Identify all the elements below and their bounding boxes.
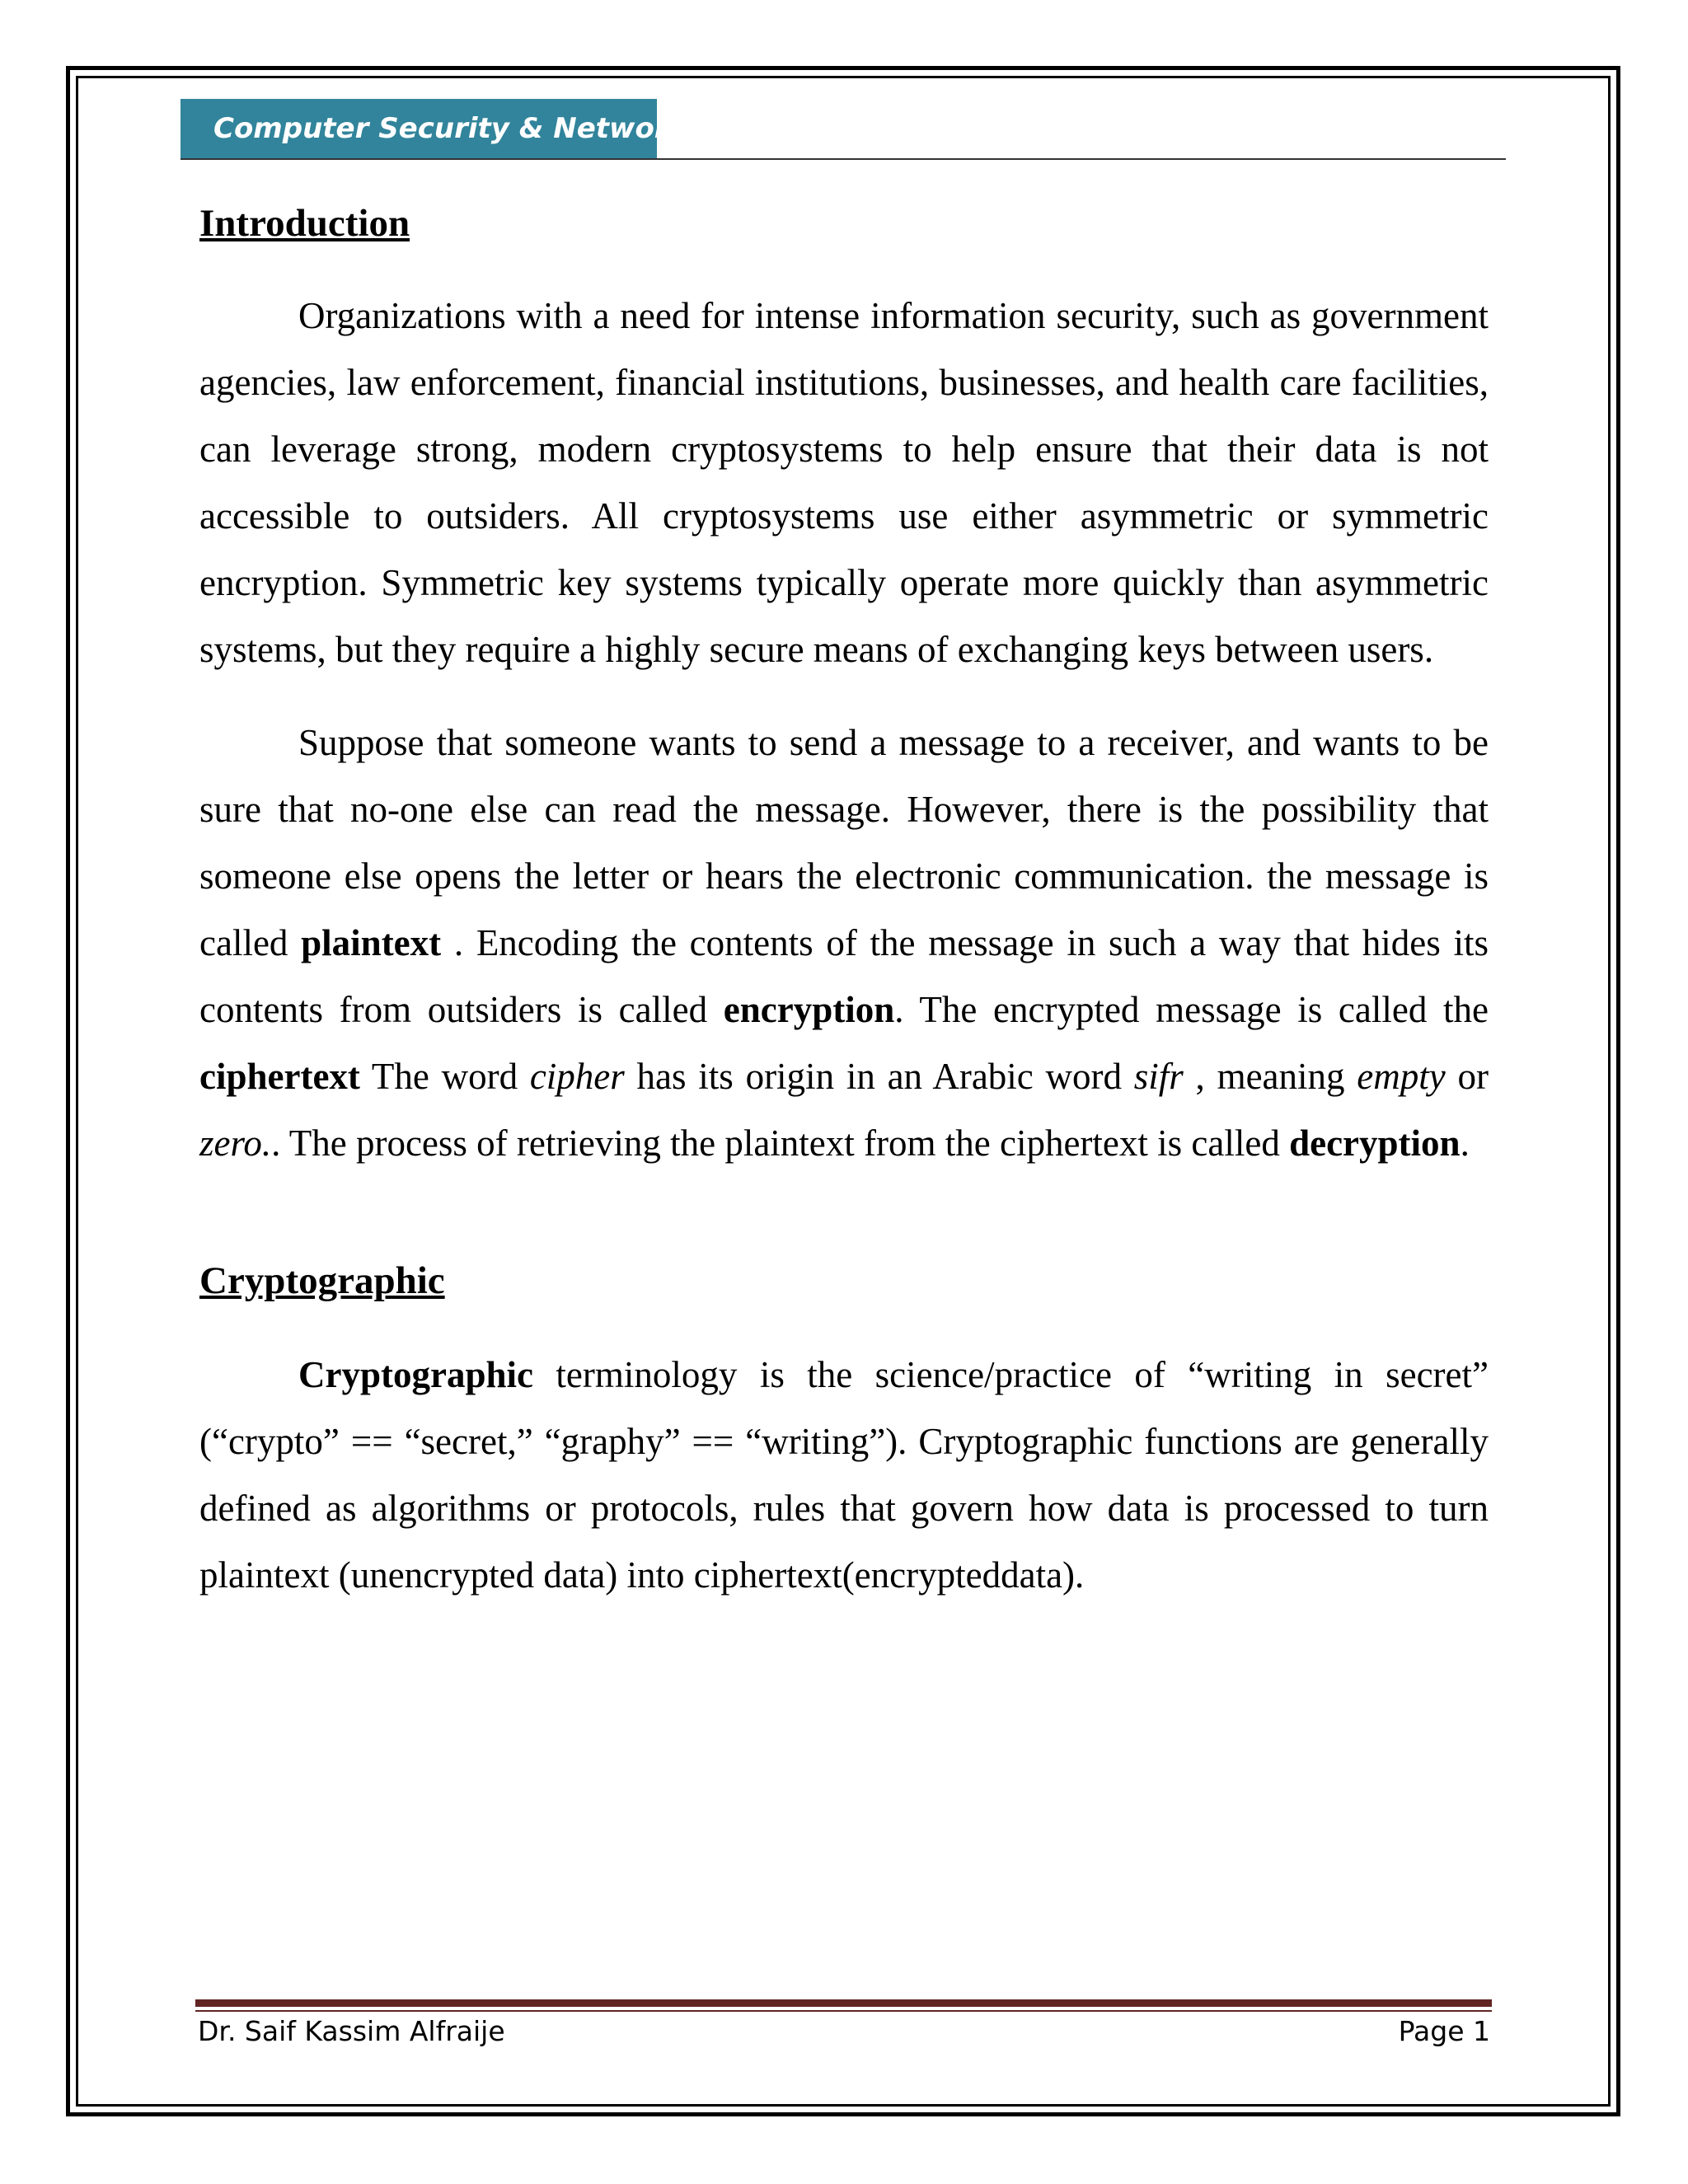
text-run: Suppose that someone wants to send a message to a receiver, and wants to be sure that no-one else can read the message. However, there is the possibility that someone else opens the letter or hears the electronic communication. the message is called bbox=[199, 722, 1489, 963]
text-run: , meaning bbox=[1183, 1056, 1357, 1097]
paragraph bbox=[199, 710, 1489, 1177]
term-empty: empty bbox=[1357, 1056, 1446, 1097]
paragraph bbox=[199, 1342, 1489, 1609]
term-cipher: cipher bbox=[529, 1056, 625, 1097]
term-ciphertext: ciphertext bbox=[199, 1056, 360, 1097]
term-zero: zero. bbox=[199, 1122, 272, 1164]
document-body bbox=[199, 194, 1489, 1609]
header-title: Computer Security & Network bbox=[181, 99, 657, 159]
header-rule bbox=[181, 158, 1506, 160]
section-heading-cryptographic: Cryptographic bbox=[199, 1259, 445, 1302]
text-run: or bbox=[1445, 1056, 1489, 1097]
page-number: Page 1 bbox=[1398, 2015, 1490, 2047]
section-heading-introduction: Introduction bbox=[199, 202, 410, 245]
term-decryption: decryption bbox=[1289, 1122, 1461, 1164]
term-plaintext: plaintext bbox=[301, 922, 442, 963]
footer-rule bbox=[195, 1999, 1492, 2007]
term-encryption: encryption bbox=[723, 989, 895, 1030]
text-run: . The encrypted message is called the bbox=[894, 989, 1489, 1030]
term-cryptographic: Cryptographic bbox=[298, 1354, 533, 1395]
text-run: The word bbox=[359, 1056, 530, 1097]
text-run: Organizations with a need for intense information security, such as government agencies, law enforcement, financial institutions, businesses, and health care facilities, can leverage strong, modern cryptosystems to help ensure that their data is not accessible to outsiders. All cryptosystems use either asymmetric or symmetric encryption. Symmetric key systems typically operate more quickly than asymmetric systems, but they require a highly secure means of exchanging keys between users. bbox=[199, 295, 1489, 670]
paragraph bbox=[199, 283, 1489, 683]
text-run: . The process of retrieving the plaintext from the ciphertext is called bbox=[271, 1122, 1290, 1164]
text-run: . Encoding the contents of the message in such a way that hides its contents from outsiders is called bbox=[199, 922, 1489, 1030]
term-sifr: sifr bbox=[1133, 1056, 1184, 1097]
text-run: . bbox=[1460, 1122, 1470, 1164]
footer-author: Dr. Saif Kassim Alfraije bbox=[198, 2015, 505, 2047]
text-run: has its origin in an Arabic word bbox=[624, 1056, 1134, 1097]
text-run: terminology is the science/practice of “writing in secret” (“crypto” == “secret,” “graphy” == “writing”). Cryptographic functions are generally defined as algorithms or protocols, rules that govern how data is processed to turn plaintext (unencrypted data) into ciphertext(encrypteddata). bbox=[199, 1354, 1489, 1596]
